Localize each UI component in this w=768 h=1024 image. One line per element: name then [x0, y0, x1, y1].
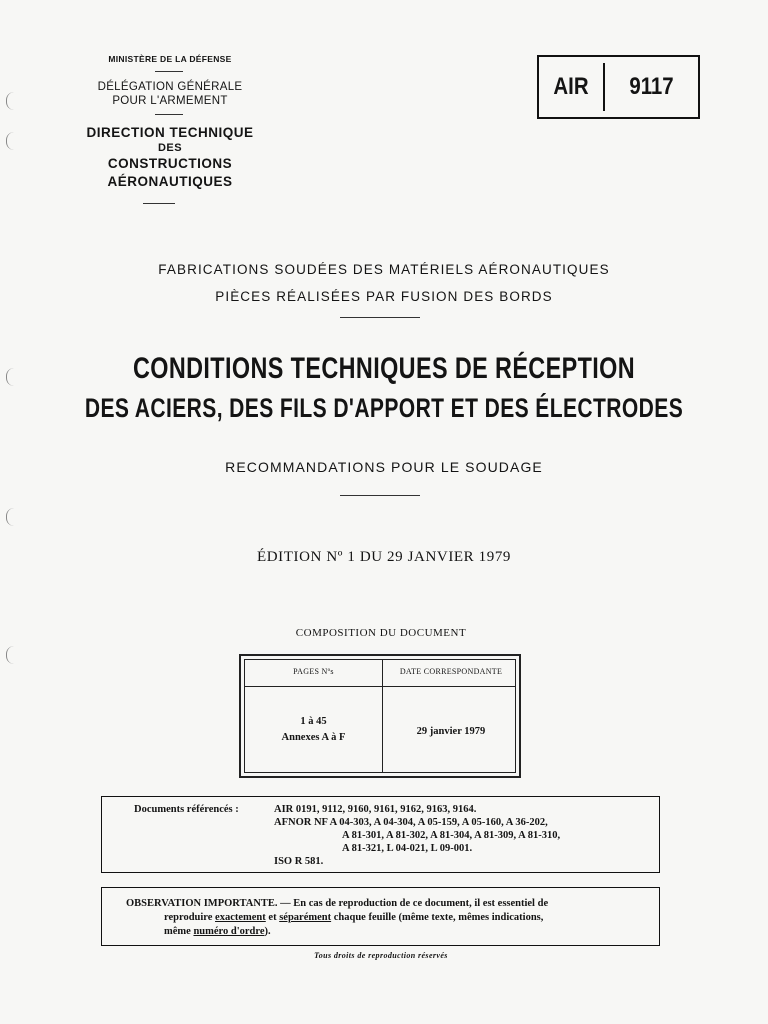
rights-notice: Tous droits de reproduction réservés — [314, 951, 448, 960]
direction-line3: CONSTRUCTIONS — [107, 156, 233, 171]
direction-line2: DES — [157, 142, 183, 154]
column-divider — [382, 660, 383, 772]
observation-exactement: exactement — [215, 912, 266, 923]
header-divider — [245, 686, 515, 687]
scan-mark — [6, 92, 15, 110]
direction-line4: AÉRONAUTIQUES — [107, 174, 233, 189]
box-separator — [603, 63, 605, 111]
subject-line2: PIÈCES RÉALISÉES PAR FUSION DES BORDS — [215, 289, 553, 304]
edition: ÉDITION Nº 1 DU 29 JANVIER 1979 — [256, 549, 512, 565]
divider — [155, 71, 183, 72]
observation-line2 — [164, 912, 543, 923]
observation-lead: OBSERVATION IMPORTANTE. — — [126, 898, 291, 909]
pages-line1: 1 à 45 — [300, 716, 327, 727]
ministry-name: MINISTÈRE DE LA DÉFENSE — [108, 54, 232, 64]
divider — [340, 495, 420, 496]
observation-text2c: et — [268, 912, 277, 923]
references-afnor-line2: A 81-301, A 81-302, A 81-304, A 81-309, A 81-310, — [342, 830, 561, 841]
observation-text1: En cas de reproduction de ce document, il est essentiel de — [293, 898, 549, 909]
references-afnor-line1: AFNOR NF A 04-303, A 04-304, A 05-159, A 05-160, A 36-202, — [274, 817, 548, 828]
references-iso: ISO R 581. — [274, 856, 324, 867]
observation-text3a: même — [164, 926, 191, 937]
title-block-2 — [0, 393, 768, 424]
title-line1: CONDITIONS TECHNIQUES DE RÉCEPTION — [132, 352, 636, 385]
observation-line1 — [126, 898, 548, 909]
observation-text2e: chaque feuille (même texte, mêmes indications, — [333, 912, 544, 923]
divider — [143, 203, 175, 204]
composition-heading: COMPOSITION DU DOCUMENT — [295, 627, 467, 639]
scan-mark — [6, 646, 15, 664]
date-cell: 29 janvier 1979 — [416, 726, 486, 737]
title-block — [0, 352, 768, 386]
air-number: 9117 — [629, 73, 674, 100]
observation-box — [101, 887, 660, 946]
composition-table-inner — [244, 659, 516, 773]
delegation-line2: POUR L'ARMEMENT — [112, 95, 228, 107]
composition-table — [239, 654, 521, 778]
observation-text2a: reproduire — [164, 912, 213, 923]
pages-header: PAGES Nºs — [293, 667, 334, 676]
recommendations: RECOMMANDATIONS POUR LE SOUDAGE — [225, 459, 543, 475]
pages-line2: Annexes A à F — [281, 732, 346, 743]
air-prefix: AIR — [553, 73, 589, 100]
scan-mark — [6, 508, 15, 526]
references-label: Documents référencés : — [134, 804, 239, 815]
pages-cell — [245, 714, 382, 746]
title-line2: DES ACIERS, DES FILS D'APPORT ET DES ÉLECTRODES — [84, 393, 684, 423]
direction-line1: DIRECTION TECHNIQUE — [86, 125, 254, 140]
observation-numero: numéro d'ordre — [193, 926, 265, 937]
subject-line1: FABRICATIONS SOUDÉES DES MATÉRIELS AÉRONAUTIQUES — [158, 262, 610, 277]
references-afnor-line3: A 81-321, L 04-021, L 09-001. — [342, 843, 473, 854]
scan-mark — [6, 132, 15, 150]
divider — [155, 114, 183, 115]
observation-separement: séparément — [279, 912, 332, 923]
observation-line3 — [164, 926, 271, 937]
date-header: DATE CORRESPONDANTE — [399, 667, 503, 676]
document-number-box — [537, 55, 700, 119]
divider — [340, 317, 420, 318]
delegation-name — [50, 80, 290, 108]
references-air: AIR 0191, 9112, 9160, 9161, 9162, 9163, 9164. — [274, 804, 477, 815]
direction-name — [50, 124, 290, 191]
references-box — [101, 796, 660, 873]
delegation-line1: DÉLÉGATION GÉNÉRALE — [97, 81, 243, 93]
observation-text3c: ). — [264, 926, 271, 937]
